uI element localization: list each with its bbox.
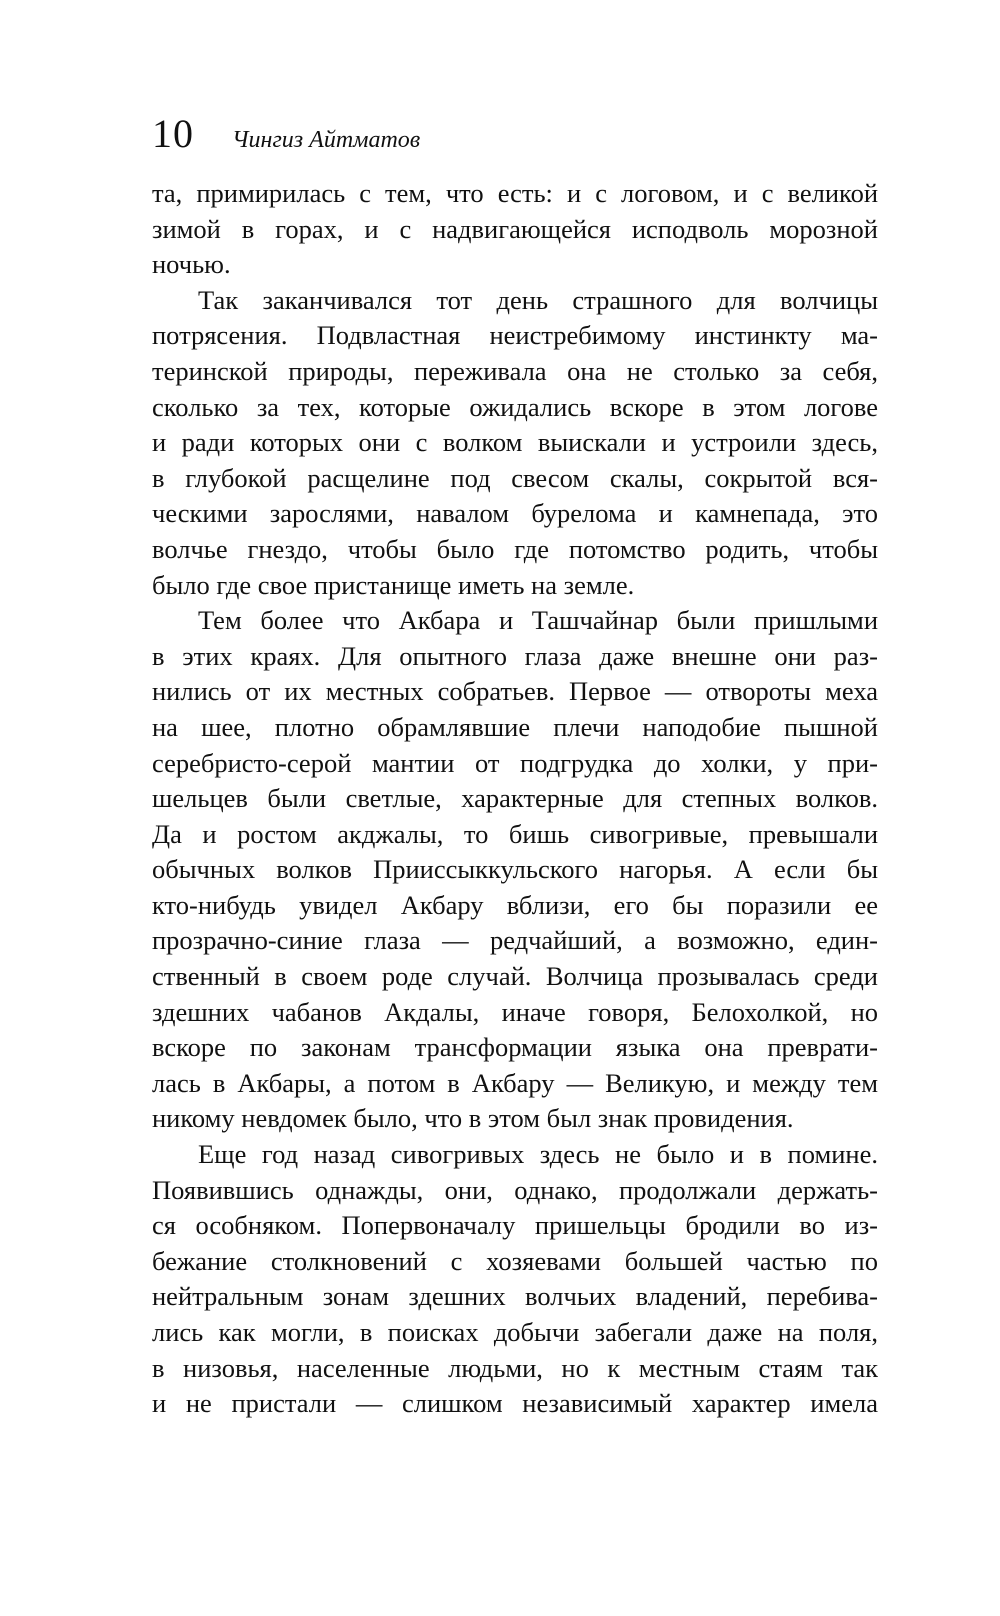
text-line: волчье гнездо, чтобы было где потомство родить, чтобы — [152, 533, 878, 564]
text-line: ся особняком. Попервоначалу пришельцы бродили во из- — [152, 1210, 878, 1241]
text-line: в низовья, населенные людьми, но к местным стаям так — [152, 1352, 878, 1383]
text-line: шельцев были светлые, характерные для степных волков. — [152, 783, 878, 814]
text-line: лась в Акбары, а потом в Акбару — Великую, и между тем — [152, 1067, 878, 1098]
text-line: лись как могли, в поисках добычи забегали даже на поля, — [152, 1317, 878, 1347]
page-header — [152, 110, 420, 157]
text-line: обычных волков Прииссыккульского нагорья. А если бы — [152, 854, 878, 885]
text-line: вскоре по законам трансформации языка она преврати- — [152, 1032, 878, 1063]
text-line: та, примирилась с тем, что есть: и с логовом, и с великой — [152, 178, 878, 208]
text-line: Появившись однажды, они, однако, продолжали держать- — [152, 1174, 878, 1205]
text-line: Да и ростом акджалы, то бишь сивогривые, превышали — [152, 818, 878, 849]
text-line: было где свое пристанище иметь на земле. — [152, 569, 635, 600]
text-line: нейтральным зонам здешних волчьих владений, перебива- — [152, 1281, 878, 1312]
text-line: прозрачно-синие глаза — редчайший, а возможно, един- — [152, 925, 878, 956]
running-head-author: Чингиз Айтматов — [232, 127, 421, 153]
text-line: никому невдомек было, что в этом был знак провидения. — [152, 1103, 794, 1134]
text-line: здешних чабанов Акдалы, иначе говоря, Белохолкой, но — [152, 996, 878, 1027]
text-line: теринской природы, переживала она не столько за себя, — [152, 355, 878, 386]
body-text — [152, 176, 878, 1422]
page-number: 10 — [152, 111, 194, 156]
text-line: в глубокой расщелине под свесом скалы, сокрытой вся- — [152, 462, 878, 493]
text-line: и не пристали — слишком независимый характер имела — [152, 1388, 878, 1419]
text-line: нились от их местных собратьев. Первое — отвороты меха — [152, 676, 878, 707]
text-line: Так заканчивался тот день страшного для волчицы — [198, 284, 878, 315]
text-line: серебристо-серой мантии от подгрудка до холки, у при- — [152, 747, 878, 778]
text-line: кто-нибудь увидел Акбару вблизи, его бы поразили ее — [152, 889, 878, 920]
text-line: ственный в своем роде случай. Волчица прозывалась среди — [152, 961, 878, 992]
text-line: зимой в горах, и с надвигающейся исподволь морозной — [152, 213, 878, 244]
text-line: Еще год назад сивогривых здесь не было и в помине. — [198, 1139, 878, 1170]
text-line: в этих краях. Для опытного глаза даже внешне они раз- — [152, 640, 878, 671]
text-line: потрясения. Подвластная неистребимому инстинкту ма- — [152, 320, 878, 351]
text-line: ночью. — [152, 249, 231, 280]
text-line: и ради которых они с волком выискали и устроили здесь, — [152, 427, 878, 458]
text-line: Тем более что Акбара и Ташчайнар были пришлыми — [198, 605, 878, 636]
text-line: бежание столкновений с хозяевами большей частью по — [152, 1245, 878, 1276]
text-line: на шее, плотно обрамлявшие плечи наподобие пышной — [152, 711, 878, 742]
text-line: ческими зарослями, навалом бурелома и камнепада, это — [152, 498, 878, 529]
text-line: сколько за тех, которые ожидались вскоре в этом логове — [152, 391, 878, 422]
